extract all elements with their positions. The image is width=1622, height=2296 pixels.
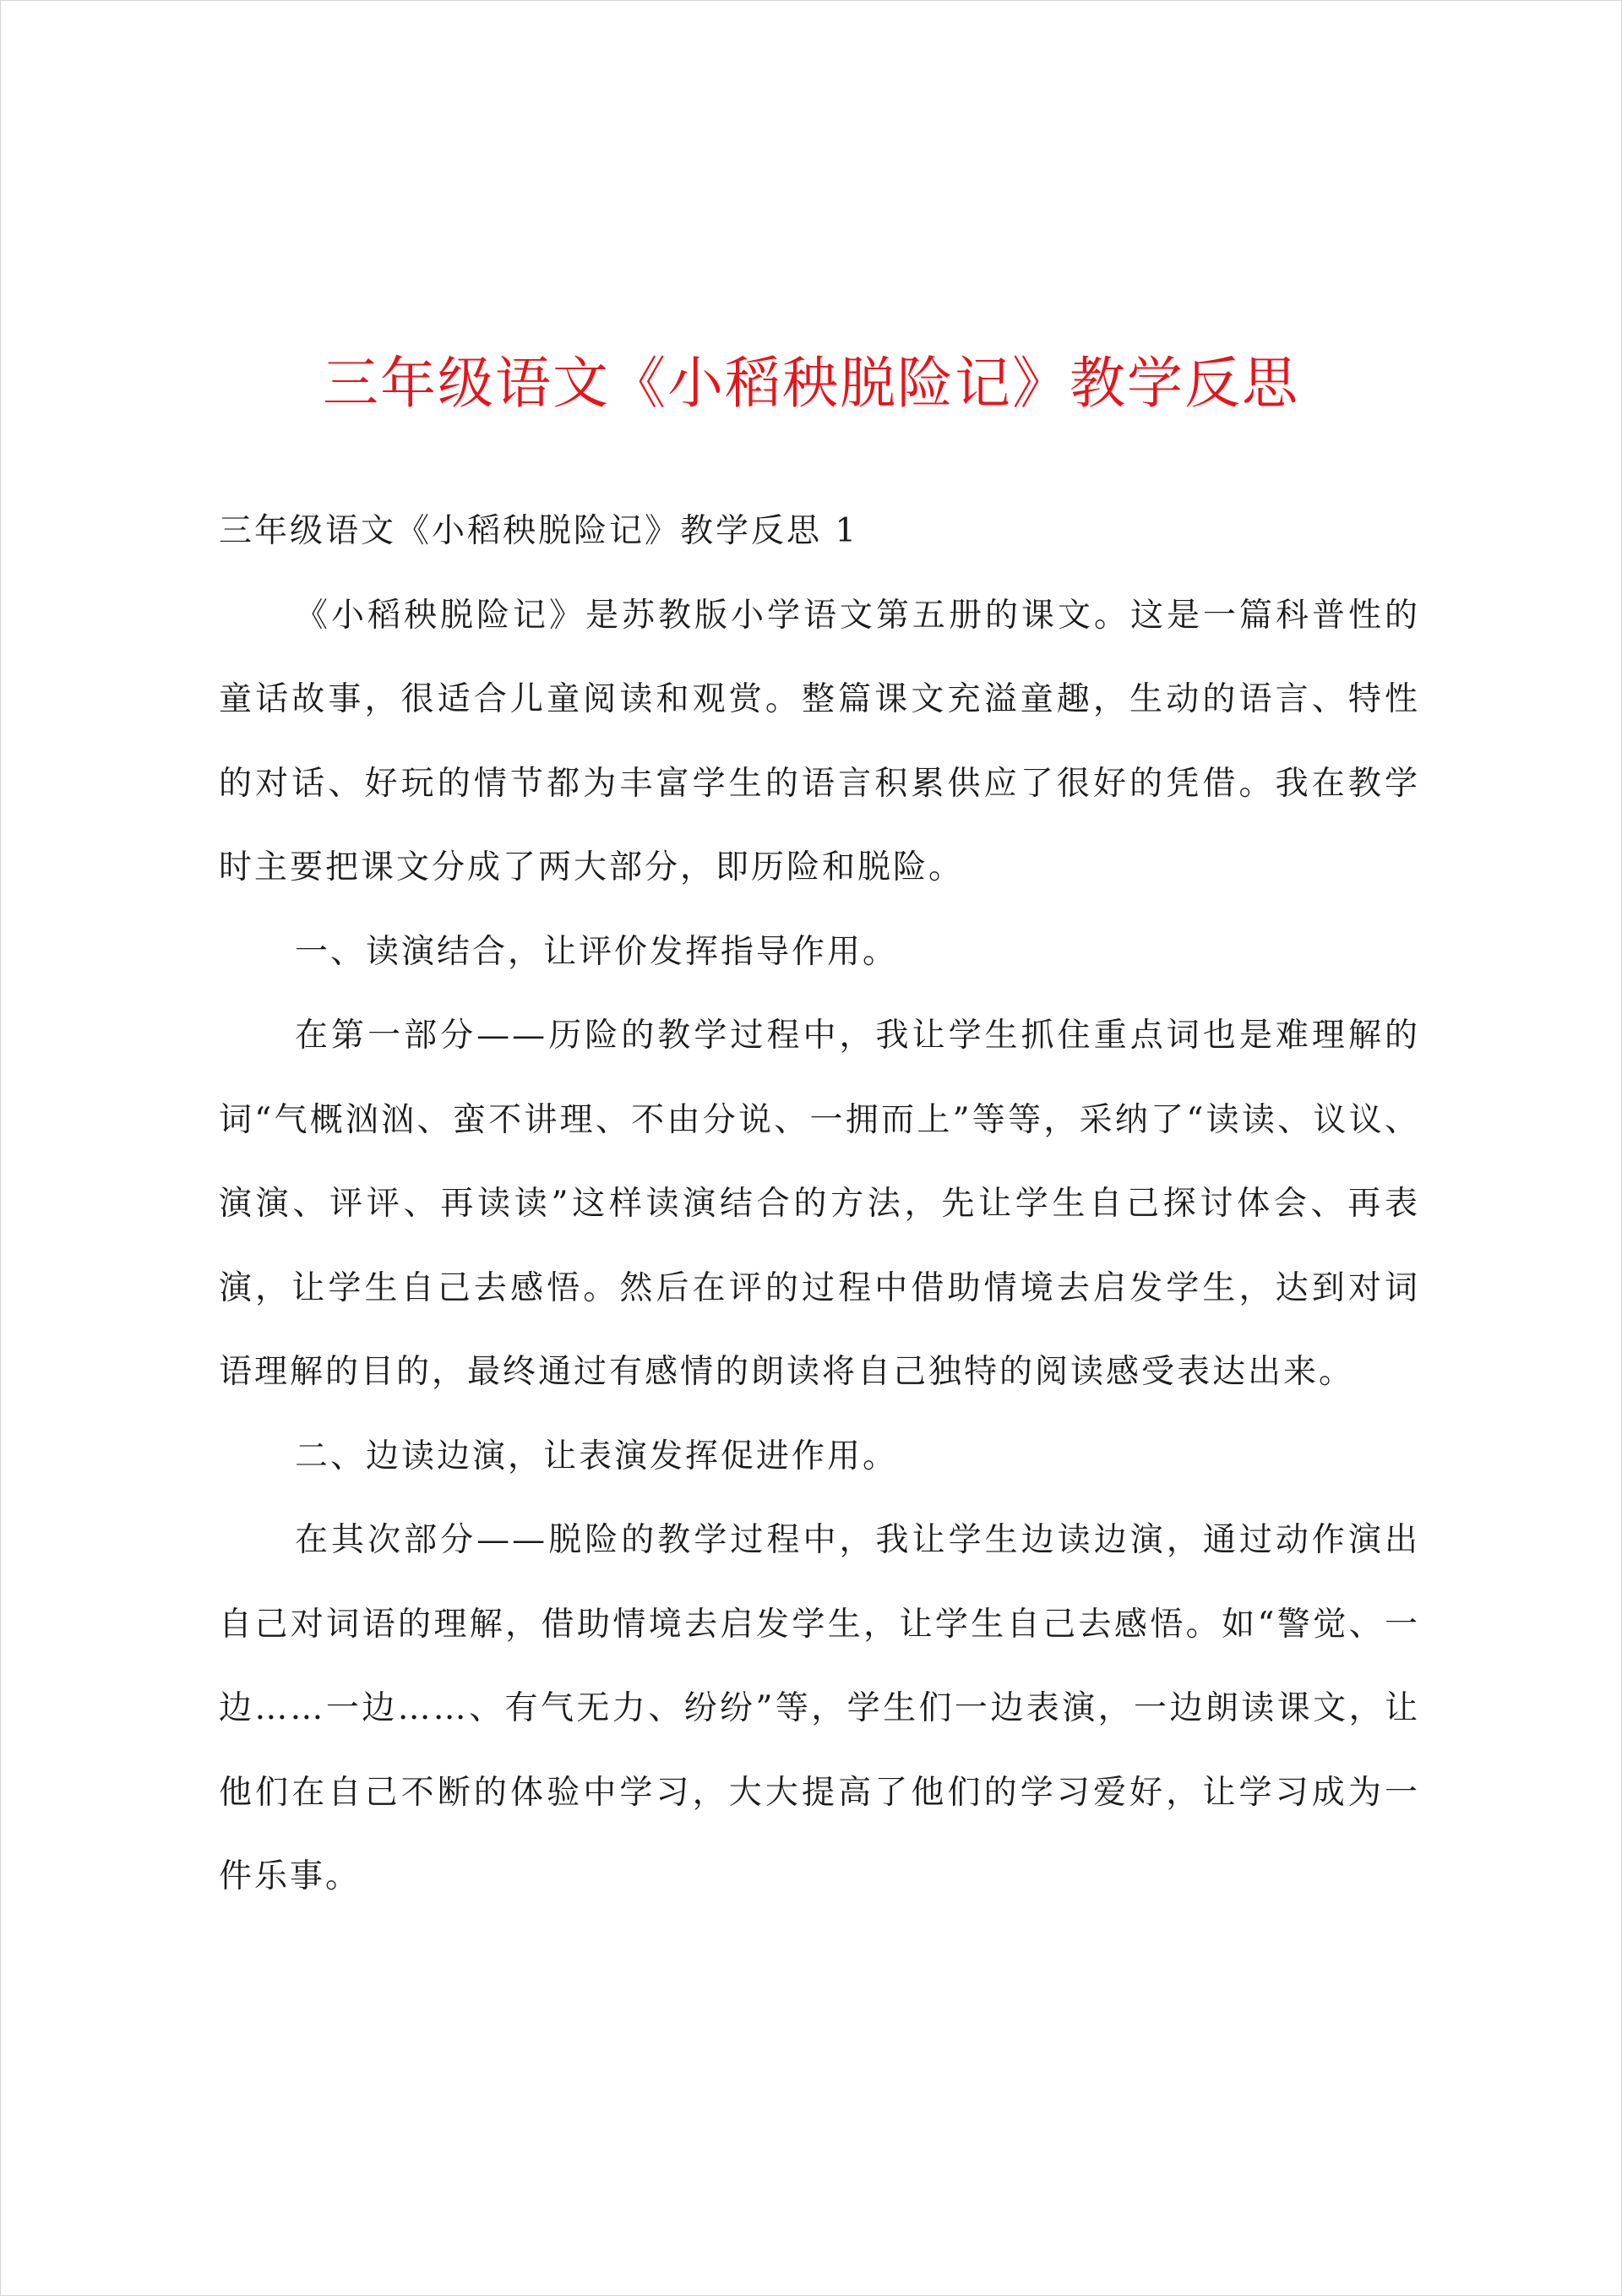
- document-body: [219, 489, 1420, 1919]
- section-heading: 三年级语文《小稻秧脱险记》教学反思 1: [219, 512, 859, 550]
- paragraph-point-two: 在其次部分——脱险的教学过程中，我让学生边读边演，通过动作演出自己对词语的理解，借助情境去启发学生，让学生自己去感悟。如“警觉、一边……一边……、有气无力、纷纷”等，学生们一边表演，一边朗读课文，让他们在自己不断的体验中学习，大大提高了他们的学习爱好，让学习成为一件乐事。: [219, 1521, 1420, 1895]
- document-title: 三年级语文《小稻秧脱险记》教学反思: [323, 351, 1299, 416]
- point-two-heading: 二、边读边演，让表演发挥促进作用。: [295, 1437, 899, 1475]
- paragraph-point-one: 在第一部分——历险的教学过程中，我让学生抓住重点词也是难理解的词“气概汹汹、蛮不讲理、不由分说、一拥而上”等等，采纳了“读读、议议、演演、评评、再读读”这样读演结合的方法，先让学生自己探讨体会、再表演，让学生自己去感悟。然后在评的过程中借助情境去启发学生，达到对词语理解的目的，最终通过有感情的朗读将自己独特的阅读感受表达出来。: [219, 1017, 1420, 1391]
- paragraph-intro: 《小稻秧脱险记》是苏教版小学语文第五册的课文。这是一篇科普性的童话故事，很适合儿童阅读和观赏。整篇课文充溢童趣，生动的语言、特性的对话、好玩的情节都为丰富学生的语言积累供应了很好的凭借。我在教学时主要把课文分成了两大部分，即历险和脱险。: [219, 596, 1420, 886]
- point-one-heading: 一、读演结合，让评价发挥指导作用。: [295, 932, 899, 971]
